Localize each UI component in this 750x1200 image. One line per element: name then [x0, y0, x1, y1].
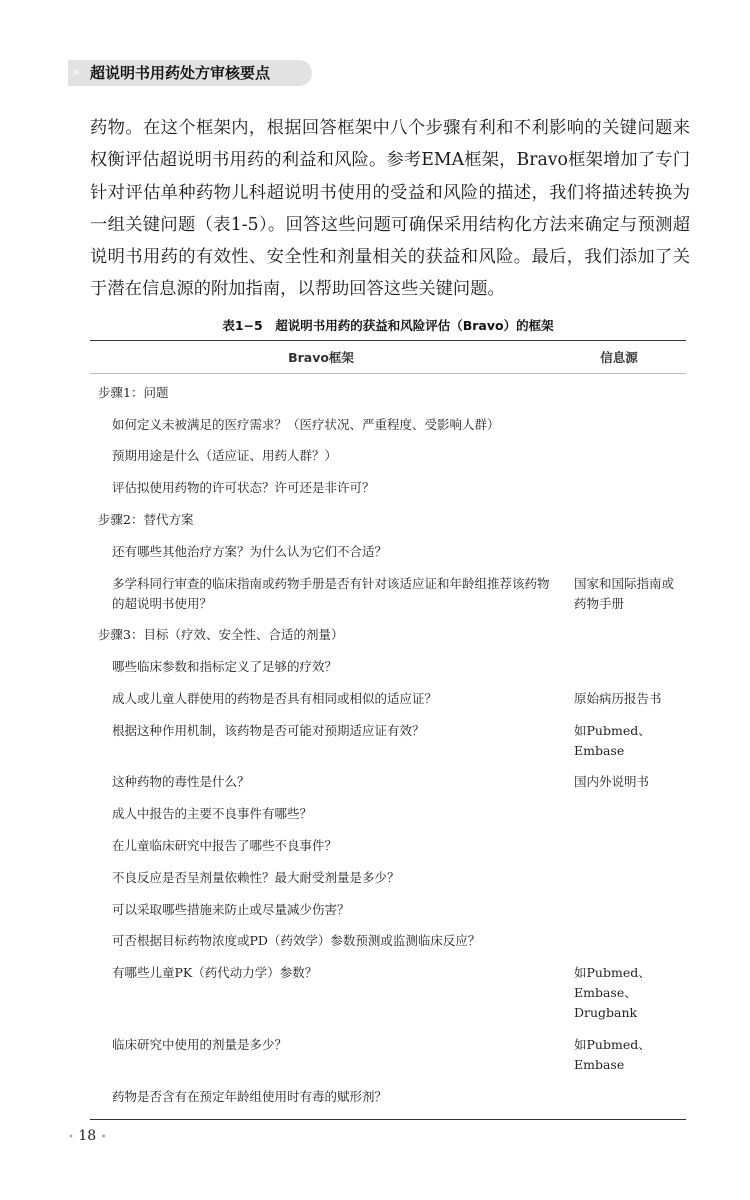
running-header-title: 超说明书用药处方审核要点: [90, 64, 271, 82]
question-cell: 还有哪些其他治疗方案？为什么认为它们不合适？: [112, 543, 388, 559]
page-number: [68, 1128, 107, 1144]
table-row-step: [90, 377, 686, 409]
source-cell: [574, 868, 686, 888]
source-cell: 如Pubmed、Embase、Drugbank: [574, 965, 651, 1021]
table-row: [90, 441, 686, 473]
source-cell: 国内外说明书: [574, 774, 650, 790]
question-cell: 在儿童临床研究中报告了哪些不良事件？: [112, 838, 338, 854]
question-cell: 评估拟使用药物的许可状态？许可还是非许可？: [112, 480, 375, 496]
question-cell: 成人中报告的主要不良事件有哪些？: [112, 806, 313, 822]
table-header-row: [90, 341, 686, 374]
question-cell: 哪些临床参数和指标定义了足够的疗效？: [112, 659, 338, 675]
table-row: [90, 830, 686, 862]
question-cell: 可以采取哪些措施来防止或尽量减少伤害？: [112, 901, 350, 917]
source-cell: [574, 836, 686, 856]
bullet-icon: •: [68, 1132, 74, 1143]
double-chevron-icon: »: [72, 65, 77, 80]
table-body: [90, 374, 686, 1119]
question-cell: 可否根据目标药物浓度或PD（药效学）参数预测或监测临床反应？: [112, 933, 481, 949]
question-cell: 有哪些儿童PK（药代动力学）参数？: [112, 965, 318, 981]
question-cell: 药物是否含有在预定年龄组使用时有毒的赋形剂？: [112, 1088, 388, 1104]
source-cell: 如Pubmed、Embase: [574, 1036, 651, 1072]
body-paragraph: 药物。在这个框架内，根据回答框架中八个步骤有利和不利影响的关键问题来权衡评估超说明书用药的利益和风险。参考EMA框架，Bravo框架增加了专门针对评估单种药物儿科超说明书使用的受益和风险的描述，我们将描述转换为一组关键问题（表1-5）。回答这些问题可确保采用结构化方法来确定与预测超说明书用药的有效性、安全性和剂量相关的获益和风险。最后，我们添加了关于潜在信息源的附加指南，以帮助回答这些关键问题。: [90, 118, 690, 300]
table-row: [90, 536, 686, 568]
table-caption: 表1−5 超说明书用药的获益和风险评估（Bravo）的框架: [222, 318, 554, 333]
question-cell: 步骤2：替代方案: [98, 512, 194, 528]
source-cell: [574, 804, 686, 824]
source-cell: [574, 542, 686, 562]
source-cell: [560, 510, 686, 530]
table-row: [90, 1029, 686, 1081]
table-row: [90, 472, 686, 504]
table-row: [90, 862, 686, 894]
question-cell: 成人或儿童人群使用的药物是否具有相同或相似的适应证？: [112, 690, 438, 706]
source-cell: [560, 625, 686, 645]
source-cell: [574, 478, 686, 498]
table-row: [90, 1081, 686, 1113]
source-cell: [574, 900, 686, 920]
bullet-icon: •: [100, 1132, 107, 1143]
question-cell: 临床研究中使用的剂量是多少？: [112, 1036, 288, 1052]
table-row: [90, 683, 686, 715]
table-row: [90, 651, 686, 683]
table-row: [90, 798, 686, 830]
page-number-value: 18: [78, 1128, 97, 1144]
source-cell: [574, 931, 686, 951]
source-cell: [574, 1087, 686, 1107]
question-cell: 多学科同行审查的临床指南或药物手册是否有针对该适应证和年龄组推荐该药物的超说明书使用？: [112, 575, 550, 611]
table-row: [90, 894, 686, 926]
table-row: [90, 767, 686, 799]
question-cell: 步骤3：目标（疗效、安全性、合适的剂量）: [98, 627, 344, 643]
source-cell: 国家和国际指南或药物手册: [574, 575, 675, 611]
table-row-step: [90, 504, 686, 536]
table-row: [90, 568, 686, 620]
question-cell: 根据这种作用机制，该药物是否可能对预期适应证有效？: [112, 722, 425, 738]
table-row: [90, 957, 686, 1029]
source-cell: 如Pubmed、Embase: [574, 722, 651, 758]
question-cell: 预期用途是什么（适应证、用药人群？）: [112, 448, 338, 464]
bravo-framework-table: [90, 340, 686, 1120]
source-cell: 原始病历报告书: [574, 690, 662, 706]
source-cell: [560, 383, 686, 403]
question-cell: 这种药物的毒性是什么？: [112, 774, 250, 790]
source-cell: [574, 415, 686, 435]
table-row: [90, 409, 686, 441]
source-cell: [574, 657, 686, 677]
column-header-source: 信息源: [600, 350, 638, 365]
question-cell: 如何定义未被满足的医疗需求？（医疗状况、严重程度、受影响人群）: [112, 416, 500, 432]
question-cell: 步骤1：问题: [98, 384, 169, 400]
table-row-step: [90, 619, 686, 651]
source-cell: [574, 446, 686, 466]
table-row: [90, 715, 686, 767]
table-row: [90, 926, 686, 958]
column-header-framework: Bravo框架: [288, 350, 354, 365]
question-cell: 不良反应是否呈剂量依赖性？最大耐受剂量是多少？: [112, 869, 400, 885]
